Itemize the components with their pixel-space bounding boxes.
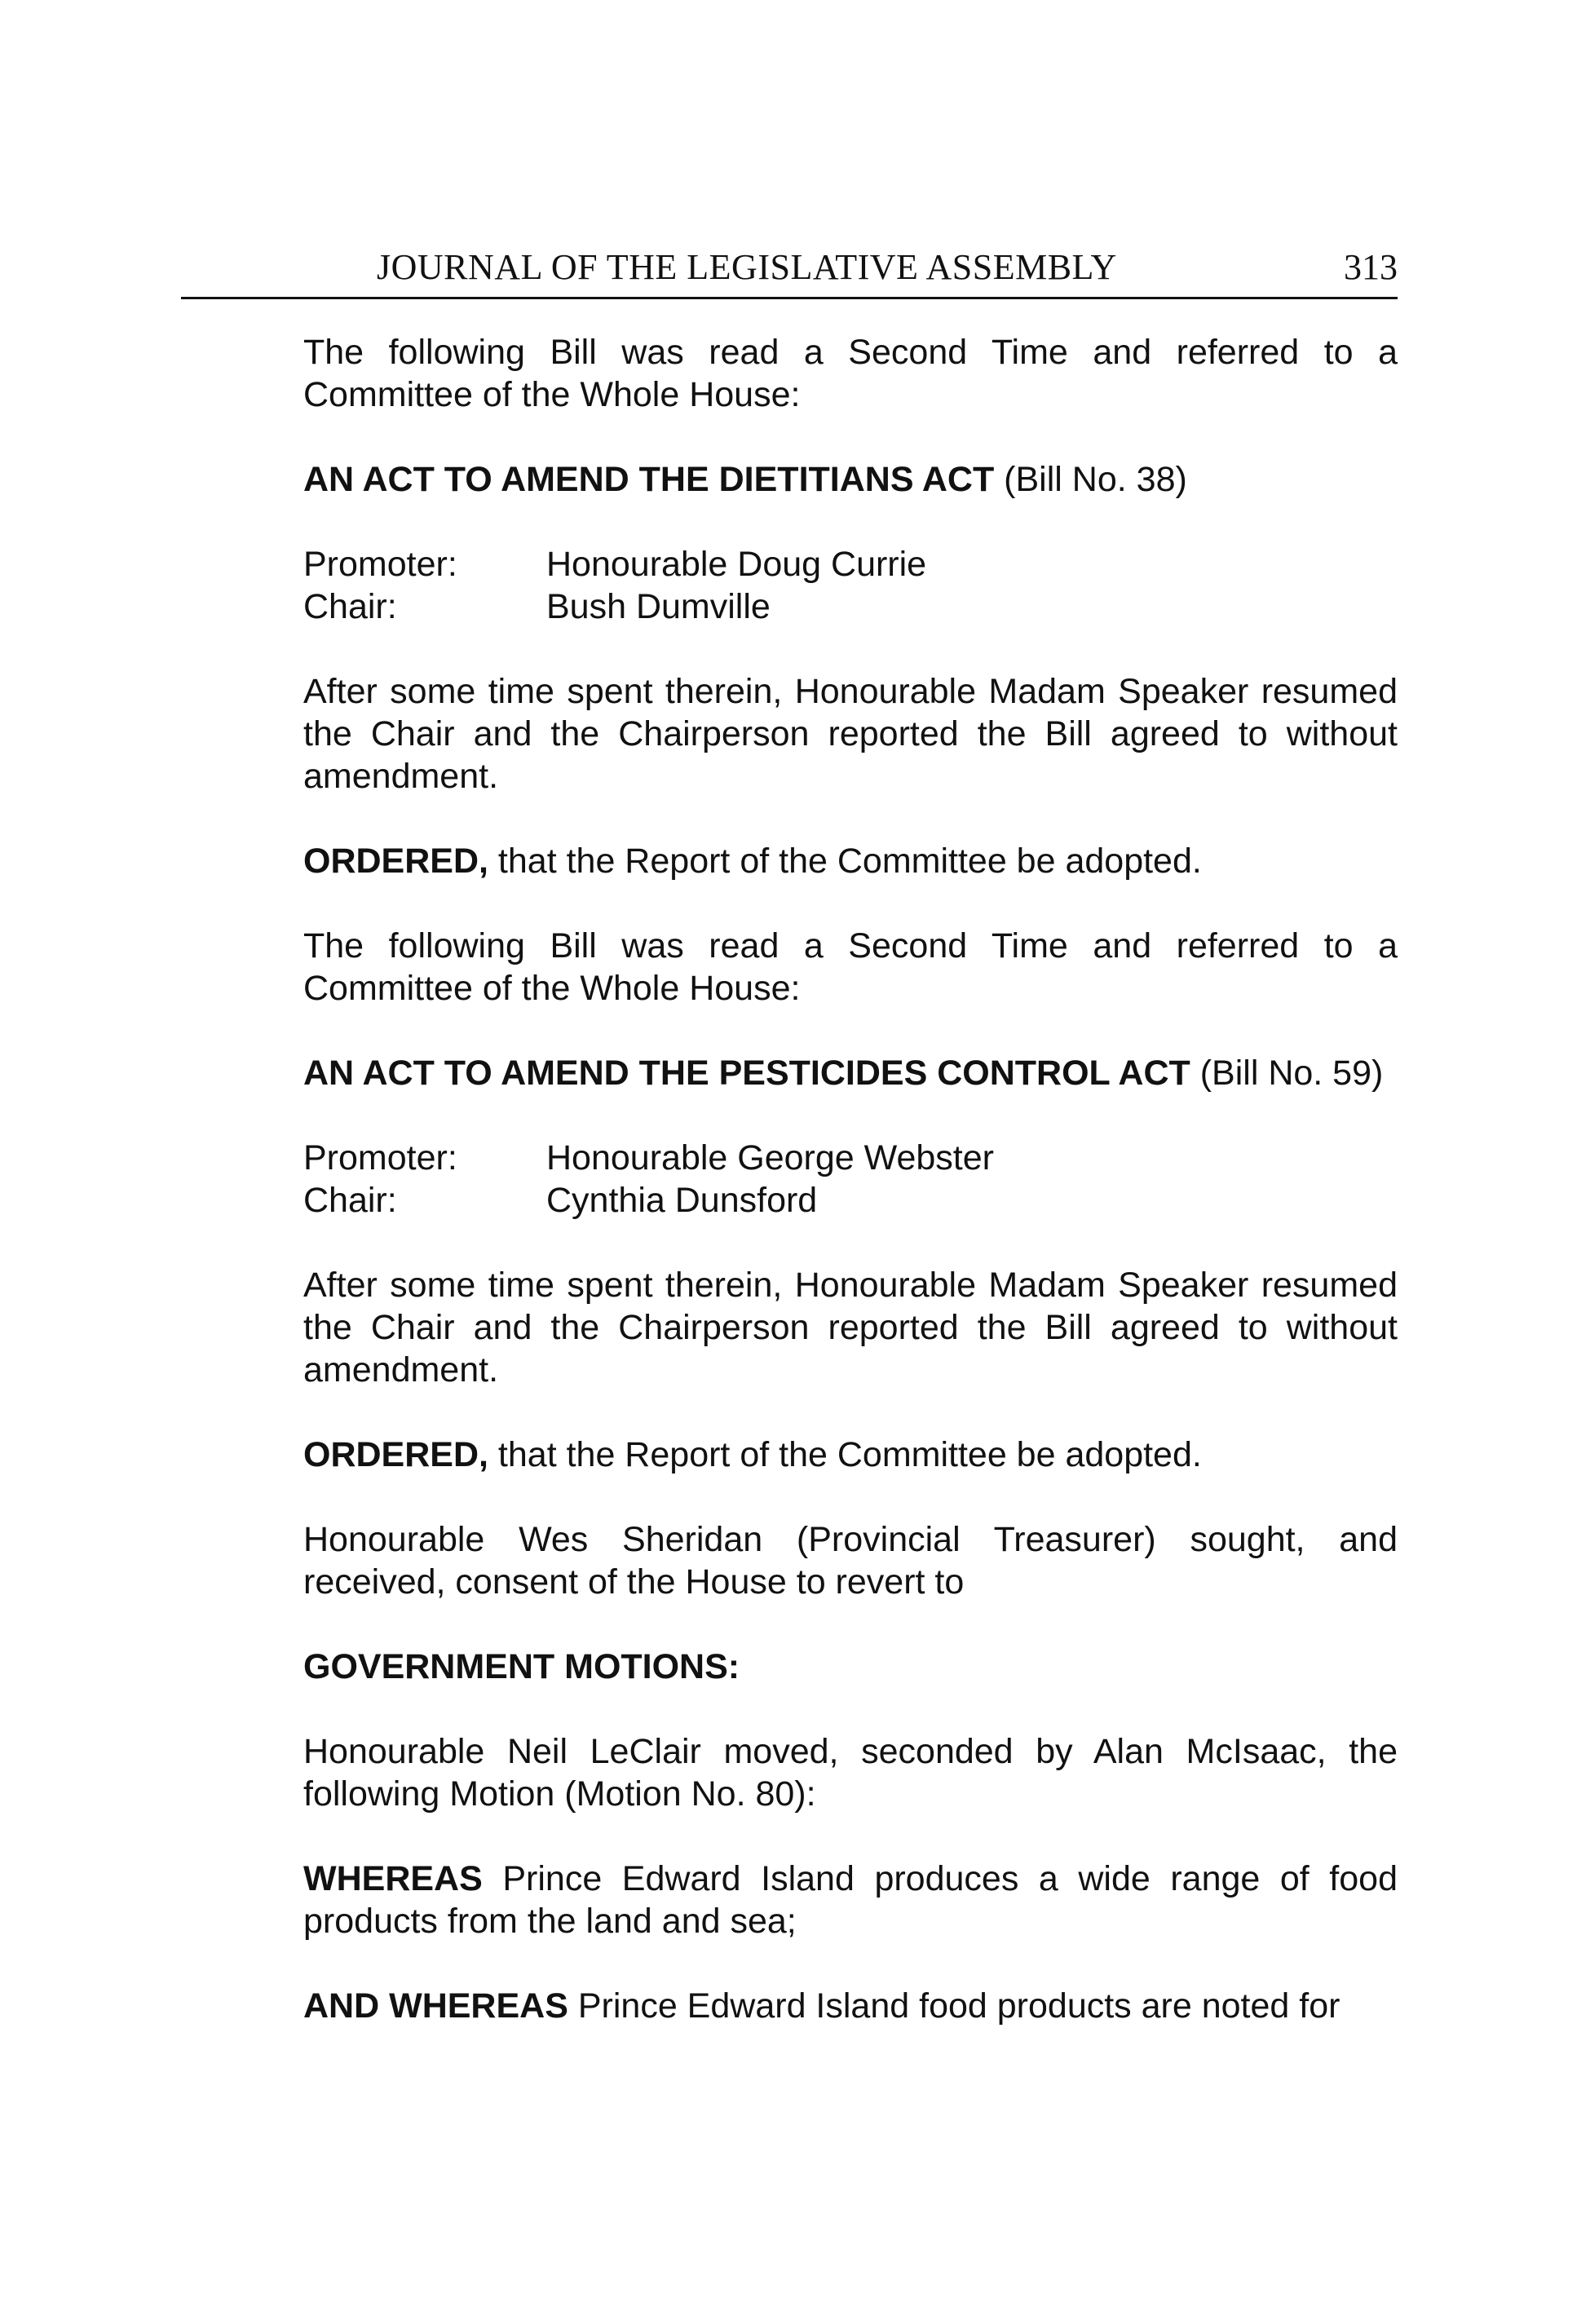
bill-1-number: (Bill No. 38) — [994, 460, 1187, 499]
motion-intro: Honourable Neil LeClair moved, seconded by Alan McIsaac, the following Motion (Motion No. 80): — [303, 1732, 1398, 1814]
whereas-keyword: WHEREAS — [303, 1859, 483, 1898]
chair-label: Chair: — [303, 587, 397, 626]
ordered-text: that the Report of the Committee be adopted. — [488, 1435, 1202, 1474]
ordered-keyword: ORDERED, — [303, 1435, 488, 1474]
bill-2-details — [303, 1137, 1398, 1222]
bill-1-title: AN ACT TO AMEND THE DIETITIANS ACT — [303, 460, 995, 499]
bill-2-chair-row — [303, 1179, 1398, 1222]
bill-1-ordered — [303, 840, 1398, 882]
whereas-clause-1 — [303, 1858, 1398, 1942]
whereas-text: Prince Edward Island food products are noted for — [568, 1986, 1340, 2026]
ordered-text: that the Report of the Committee be adopted. — [488, 842, 1202, 881]
section-heading: GOVERNMENT MOTIONS: — [303, 1647, 740, 1686]
promoter-label: Promoter: — [303, 1138, 457, 1177]
bill-2-promoter-row — [303, 1137, 1398, 1179]
bill-1-details — [303, 543, 1398, 628]
bill-2-intro: The following Bill was read a Second Time and referred to a Committee of the Whole House: — [303, 926, 1398, 1008]
bill-1-chair-row — [303, 585, 1398, 628]
chair-label: Chair: — [303, 1181, 397, 1220]
ordered-keyword: ORDERED, — [303, 842, 488, 881]
whereas-text: Prince Edward Island produces a wide range of food products from the land and sea; — [303, 1859, 1398, 1941]
bill-2-committee-report: After some time spent therein, Honourable Madam Speaker resumed the Chair and the Chairperson reported the Bill agreed to without amendment. — [303, 1266, 1398, 1390]
bill-2-title: AN ACT TO AMEND THE PESTICIDES CONTROL ACT — [303, 1054, 1190, 1093]
bill-1-committee-report: After some time spent therein, Honourable Madam Speaker resumed the Chair and the Chairperson reported the Bill agreed to without amendment. — [303, 672, 1398, 796]
bill-1-promoter-row — [303, 543, 1398, 585]
chair-name: Cynthia Dunsford — [546, 1181, 818, 1220]
bill-1-heading — [303, 458, 1398, 501]
revert-paragraph: Honourable Wes Sheridan (Provincial Treasurer) sought, and received, consent of the House to revert to — [303, 1520, 1398, 1602]
promoter-name: Honourable Doug Currie — [546, 545, 927, 584]
journal-body — [303, 331, 1398, 2070]
promoter-name: Honourable George Webster — [546, 1138, 994, 1177]
journal-title: JOURNAL OF THE LEGISLATIVE ASSEMBLY — [377, 247, 1117, 287]
bill-2-heading — [303, 1052, 1398, 1094]
page-number: 313 — [1344, 247, 1398, 287]
promoter-label: Promoter: — [303, 545, 457, 584]
page-header — [181, 245, 1398, 299]
bill-2-ordered — [303, 1434, 1398, 1476]
and-whereas-keyword: AND WHEREAS — [303, 1986, 568, 2026]
chair-name: Bush Dumville — [546, 587, 771, 626]
bill-1-intro: The following Bill was read a Second Time and referred to a Committee of the Whole House: — [303, 333, 1398, 414]
bill-2-number: (Bill No. 59) — [1190, 1054, 1384, 1093]
whereas-clause-2 — [303, 1985, 1398, 2027]
